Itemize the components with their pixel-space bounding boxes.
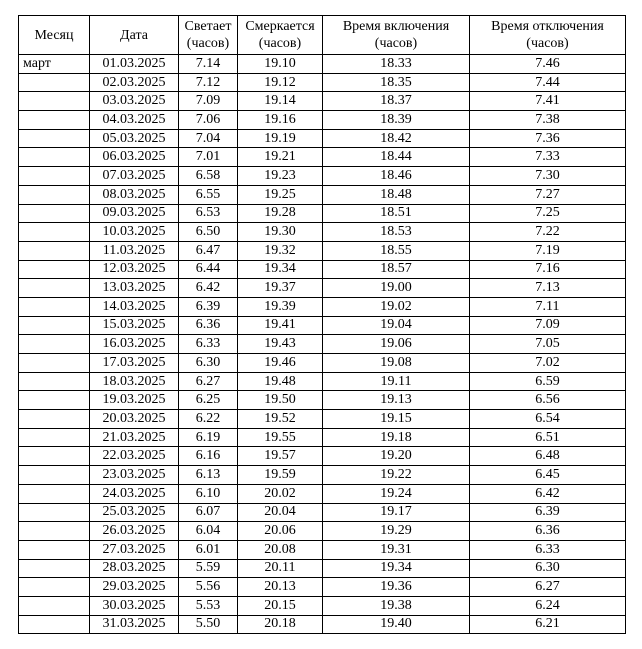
cell-dusk: 19.14 bbox=[238, 92, 323, 111]
cell-sunrise: 7.01 bbox=[179, 148, 238, 167]
cell-off-time: 6.30 bbox=[470, 559, 626, 578]
table-row bbox=[19, 241, 626, 260]
cell-sunrise: 6.19 bbox=[179, 428, 238, 447]
cell-date: 27.03.2025 bbox=[90, 540, 179, 559]
cell-on-time: 19.18 bbox=[323, 428, 470, 447]
cell-date: 11.03.2025 bbox=[90, 241, 179, 260]
cell-date: 05.03.2025 bbox=[90, 129, 179, 148]
table-body bbox=[19, 55, 626, 634]
cell-month bbox=[19, 92, 90, 111]
cell-sunrise: 7.04 bbox=[179, 129, 238, 148]
cell-dusk: 19.57 bbox=[238, 447, 323, 466]
header-month: Месяц bbox=[19, 16, 90, 55]
table-row bbox=[19, 540, 626, 559]
cell-sunrise: 6.47 bbox=[179, 241, 238, 260]
cell-dusk: 19.50 bbox=[238, 391, 323, 410]
cell-month bbox=[19, 410, 90, 429]
cell-off-time: 6.51 bbox=[470, 428, 626, 447]
cell-month bbox=[19, 316, 90, 335]
cell-month bbox=[19, 279, 90, 298]
cell-dusk: 20.15 bbox=[238, 596, 323, 615]
cell-sunrise: 7.09 bbox=[179, 92, 238, 111]
cell-month bbox=[19, 372, 90, 391]
cell-on-time: 18.44 bbox=[323, 148, 470, 167]
cell-dusk: 20.06 bbox=[238, 522, 323, 541]
table-row bbox=[19, 559, 626, 578]
table-row bbox=[19, 260, 626, 279]
cell-sunrise: 6.27 bbox=[179, 372, 238, 391]
cell-off-time: 6.33 bbox=[470, 540, 626, 559]
cell-sunrise: 6.53 bbox=[179, 204, 238, 223]
cell-date: 10.03.2025 bbox=[90, 223, 179, 242]
cell-sunrise: 6.33 bbox=[179, 335, 238, 354]
cell-dusk: 19.19 bbox=[238, 129, 323, 148]
table-row bbox=[19, 111, 626, 130]
cell-dusk: 19.32 bbox=[238, 241, 323, 260]
cell-on-time: 18.35 bbox=[323, 73, 470, 92]
table-row bbox=[19, 615, 626, 634]
cell-date: 29.03.2025 bbox=[90, 578, 179, 597]
header-sunrise bbox=[179, 16, 238, 55]
table-row bbox=[19, 522, 626, 541]
cell-on-time: 19.06 bbox=[323, 335, 470, 354]
cell-on-time: 18.55 bbox=[323, 241, 470, 260]
cell-off-time: 7.46 bbox=[470, 55, 626, 74]
table-row bbox=[19, 204, 626, 223]
header-off-time-title: Время отключения bbox=[491, 19, 604, 34]
header-sunrise-unit: (часов) bbox=[186, 36, 230, 51]
cell-off-time: 6.48 bbox=[470, 447, 626, 466]
cell-sunrise: 6.50 bbox=[179, 223, 238, 242]
cell-sunrise: 6.22 bbox=[179, 410, 238, 429]
cell-month bbox=[19, 466, 90, 485]
cell-off-time: 7.05 bbox=[470, 335, 626, 354]
cell-dusk: 19.37 bbox=[238, 279, 323, 298]
cell-month bbox=[19, 185, 90, 204]
cell-on-time: 19.04 bbox=[323, 316, 470, 335]
cell-off-time: 6.42 bbox=[470, 484, 626, 503]
table-row bbox=[19, 148, 626, 167]
cell-on-time: 18.46 bbox=[323, 167, 470, 186]
cell-dusk: 19.52 bbox=[238, 410, 323, 429]
cell-sunrise: 5.53 bbox=[179, 596, 238, 615]
cell-month bbox=[19, 204, 90, 223]
cell-date: 07.03.2025 bbox=[90, 167, 179, 186]
cell-on-time: 19.08 bbox=[323, 354, 470, 373]
cell-on-time: 19.40 bbox=[323, 615, 470, 634]
cell-off-time: 7.41 bbox=[470, 92, 626, 111]
cell-sunrise: 6.07 bbox=[179, 503, 238, 522]
cell-off-time: 7.27 bbox=[470, 185, 626, 204]
cell-off-time: 7.22 bbox=[470, 223, 626, 242]
table-row bbox=[19, 185, 626, 204]
cell-on-time: 18.57 bbox=[323, 260, 470, 279]
cell-month bbox=[19, 391, 90, 410]
cell-month bbox=[19, 167, 90, 186]
cell-date: 15.03.2025 bbox=[90, 316, 179, 335]
cell-dusk: 19.28 bbox=[238, 204, 323, 223]
cell-date: 06.03.2025 bbox=[90, 148, 179, 167]
header-on-time-title: Время включения bbox=[342, 19, 450, 34]
cell-sunrise: 6.01 bbox=[179, 540, 238, 559]
cell-off-time: 6.54 bbox=[470, 410, 626, 429]
cell-dusk: 20.02 bbox=[238, 484, 323, 503]
cell-dusk: 20.04 bbox=[238, 503, 323, 522]
header-date: Дата bbox=[90, 16, 179, 55]
cell-sunrise: 7.12 bbox=[179, 73, 238, 92]
lighting-schedule-table bbox=[18, 15, 626, 634]
table-row bbox=[19, 596, 626, 615]
cell-on-time: 19.17 bbox=[323, 503, 470, 522]
cell-month: март bbox=[19, 55, 90, 74]
cell-on-time: 18.42 bbox=[323, 129, 470, 148]
cell-sunrise: 5.59 bbox=[179, 559, 238, 578]
table-row bbox=[19, 391, 626, 410]
table-row bbox=[19, 279, 626, 298]
cell-date: 24.03.2025 bbox=[90, 484, 179, 503]
cell-month bbox=[19, 223, 90, 242]
cell-off-time: 7.30 bbox=[470, 167, 626, 186]
cell-month bbox=[19, 503, 90, 522]
cell-date: 02.03.2025 bbox=[90, 73, 179, 92]
cell-month bbox=[19, 428, 90, 447]
cell-off-time: 7.09 bbox=[470, 316, 626, 335]
cell-month bbox=[19, 148, 90, 167]
cell-sunrise: 6.04 bbox=[179, 522, 238, 541]
cell-month bbox=[19, 241, 90, 260]
cell-on-time: 18.37 bbox=[323, 92, 470, 111]
cell-sunrise: 5.50 bbox=[179, 615, 238, 634]
cell-date: 04.03.2025 bbox=[90, 111, 179, 130]
cell-on-time: 19.34 bbox=[323, 559, 470, 578]
cell-date: 19.03.2025 bbox=[90, 391, 179, 410]
cell-date: 14.03.2025 bbox=[90, 297, 179, 316]
header-row bbox=[19, 16, 626, 55]
table-row bbox=[19, 447, 626, 466]
cell-off-time: 6.45 bbox=[470, 466, 626, 485]
table-row bbox=[19, 578, 626, 597]
cell-off-time: 7.13 bbox=[470, 279, 626, 298]
cell-dusk: 20.18 bbox=[238, 615, 323, 634]
cell-sunrise: 7.14 bbox=[179, 55, 238, 74]
cell-month bbox=[19, 73, 90, 92]
cell-off-time: 7.36 bbox=[470, 129, 626, 148]
cell-off-time: 6.24 bbox=[470, 596, 626, 615]
cell-off-time: 6.21 bbox=[470, 615, 626, 634]
cell-dusk: 19.30 bbox=[238, 223, 323, 242]
cell-on-time: 19.22 bbox=[323, 466, 470, 485]
cell-on-time: 18.33 bbox=[323, 55, 470, 74]
cell-dusk: 19.55 bbox=[238, 428, 323, 447]
header-dusk bbox=[238, 16, 323, 55]
cell-month bbox=[19, 447, 90, 466]
cell-date: 13.03.2025 bbox=[90, 279, 179, 298]
cell-sunrise: 6.30 bbox=[179, 354, 238, 373]
header-off-time bbox=[470, 16, 626, 55]
cell-on-time: 19.15 bbox=[323, 410, 470, 429]
cell-sunrise: 6.10 bbox=[179, 484, 238, 503]
cell-date: 28.03.2025 bbox=[90, 559, 179, 578]
cell-date: 26.03.2025 bbox=[90, 522, 179, 541]
cell-on-time: 19.31 bbox=[323, 540, 470, 559]
cell-off-time: 6.39 bbox=[470, 503, 626, 522]
table-row bbox=[19, 410, 626, 429]
cell-on-time: 18.39 bbox=[323, 111, 470, 130]
table-row bbox=[19, 55, 626, 74]
cell-on-time: 18.48 bbox=[323, 185, 470, 204]
cell-month bbox=[19, 615, 90, 634]
cell-month bbox=[19, 559, 90, 578]
cell-dusk: 19.59 bbox=[238, 466, 323, 485]
table-row bbox=[19, 428, 626, 447]
cell-date: 25.03.2025 bbox=[90, 503, 179, 522]
cell-off-time: 6.36 bbox=[470, 522, 626, 541]
cell-dusk: 19.43 bbox=[238, 335, 323, 354]
cell-on-time: 19.24 bbox=[323, 484, 470, 503]
header-dusk-unit: (часов) bbox=[258, 36, 302, 51]
cell-dusk: 19.46 bbox=[238, 354, 323, 373]
cell-sunrise: 6.13 bbox=[179, 466, 238, 485]
cell-off-time: 7.11 bbox=[470, 297, 626, 316]
cell-month bbox=[19, 260, 90, 279]
cell-dusk: 19.48 bbox=[238, 372, 323, 391]
header-on-time-unit: (часов) bbox=[374, 36, 418, 51]
cell-month bbox=[19, 578, 90, 597]
cell-month bbox=[19, 111, 90, 130]
cell-month bbox=[19, 297, 90, 316]
cell-on-time: 19.13 bbox=[323, 391, 470, 410]
cell-date: 16.03.2025 bbox=[90, 335, 179, 354]
cell-dusk: 19.21 bbox=[238, 148, 323, 167]
cell-dusk: 19.25 bbox=[238, 185, 323, 204]
cell-on-time: 19.36 bbox=[323, 578, 470, 597]
cell-date: 30.03.2025 bbox=[90, 596, 179, 615]
cell-date: 31.03.2025 bbox=[90, 615, 179, 634]
cell-month bbox=[19, 596, 90, 615]
cell-month bbox=[19, 335, 90, 354]
cell-dusk: 20.08 bbox=[238, 540, 323, 559]
cell-month bbox=[19, 522, 90, 541]
cell-sunrise: 6.36 bbox=[179, 316, 238, 335]
table-row bbox=[19, 335, 626, 354]
table-row bbox=[19, 372, 626, 391]
table-row bbox=[19, 354, 626, 373]
cell-off-time: 7.16 bbox=[470, 260, 626, 279]
cell-dusk: 19.23 bbox=[238, 167, 323, 186]
cell-month bbox=[19, 354, 90, 373]
cell-dusk: 20.13 bbox=[238, 578, 323, 597]
cell-off-time: 7.44 bbox=[470, 73, 626, 92]
cell-off-time: 7.25 bbox=[470, 204, 626, 223]
cell-on-time: 19.11 bbox=[323, 372, 470, 391]
cell-date: 23.03.2025 bbox=[90, 466, 179, 485]
cell-off-time: 7.19 bbox=[470, 241, 626, 260]
cell-on-time: 19.00 bbox=[323, 279, 470, 298]
cell-off-time: 7.38 bbox=[470, 111, 626, 130]
cell-off-time: 7.02 bbox=[470, 354, 626, 373]
cell-on-time: 19.02 bbox=[323, 297, 470, 316]
cell-on-time: 19.20 bbox=[323, 447, 470, 466]
cell-dusk: 19.16 bbox=[238, 111, 323, 130]
cell-off-time: 7.33 bbox=[470, 148, 626, 167]
table-row bbox=[19, 316, 626, 335]
table-row bbox=[19, 92, 626, 111]
cell-dusk: 19.34 bbox=[238, 260, 323, 279]
cell-date: 09.03.2025 bbox=[90, 204, 179, 223]
cell-sunrise: 6.55 bbox=[179, 185, 238, 204]
cell-sunrise: 7.06 bbox=[179, 111, 238, 130]
cell-month bbox=[19, 484, 90, 503]
cell-on-time: 18.51 bbox=[323, 204, 470, 223]
table-row bbox=[19, 297, 626, 316]
table-row bbox=[19, 466, 626, 485]
cell-date: 21.03.2025 bbox=[90, 428, 179, 447]
cell-sunrise: 6.44 bbox=[179, 260, 238, 279]
table-row bbox=[19, 223, 626, 242]
cell-date: 03.03.2025 bbox=[90, 92, 179, 111]
cell-off-time: 6.59 bbox=[470, 372, 626, 391]
header-sunrise-title: Светает bbox=[184, 19, 232, 34]
cell-off-time: 6.27 bbox=[470, 578, 626, 597]
cell-dusk: 19.41 bbox=[238, 316, 323, 335]
cell-dusk: 19.39 bbox=[238, 297, 323, 316]
cell-sunrise: 6.25 bbox=[179, 391, 238, 410]
cell-off-time: 6.56 bbox=[470, 391, 626, 410]
cell-sunrise: 6.39 bbox=[179, 297, 238, 316]
table-row bbox=[19, 73, 626, 92]
cell-date: 18.03.2025 bbox=[90, 372, 179, 391]
cell-dusk: 20.11 bbox=[238, 559, 323, 578]
cell-sunrise: 6.58 bbox=[179, 167, 238, 186]
cell-sunrise: 5.56 bbox=[179, 578, 238, 597]
cell-month bbox=[19, 129, 90, 148]
cell-sunrise: 6.42 bbox=[179, 279, 238, 298]
cell-sunrise: 6.16 bbox=[179, 447, 238, 466]
cell-on-time: 19.38 bbox=[323, 596, 470, 615]
cell-on-time: 19.29 bbox=[323, 522, 470, 541]
table-row bbox=[19, 129, 626, 148]
cell-date: 17.03.2025 bbox=[90, 354, 179, 373]
cell-date: 01.03.2025 bbox=[90, 55, 179, 74]
cell-date: 20.03.2025 bbox=[90, 410, 179, 429]
table-row bbox=[19, 484, 626, 503]
cell-month bbox=[19, 540, 90, 559]
cell-dusk: 19.12 bbox=[238, 73, 323, 92]
table-header bbox=[19, 16, 626, 55]
header-dusk-title: Смеркается bbox=[245, 19, 315, 34]
table-row bbox=[19, 167, 626, 186]
cell-date: 22.03.2025 bbox=[90, 447, 179, 466]
cell-dusk: 19.10 bbox=[238, 55, 323, 74]
cell-on-time: 18.53 bbox=[323, 223, 470, 242]
header-on-time bbox=[323, 16, 470, 55]
cell-date: 12.03.2025 bbox=[90, 260, 179, 279]
cell-date: 08.03.2025 bbox=[90, 185, 179, 204]
header-off-time-unit: (часов) bbox=[526, 36, 569, 51]
table-row bbox=[19, 503, 626, 522]
